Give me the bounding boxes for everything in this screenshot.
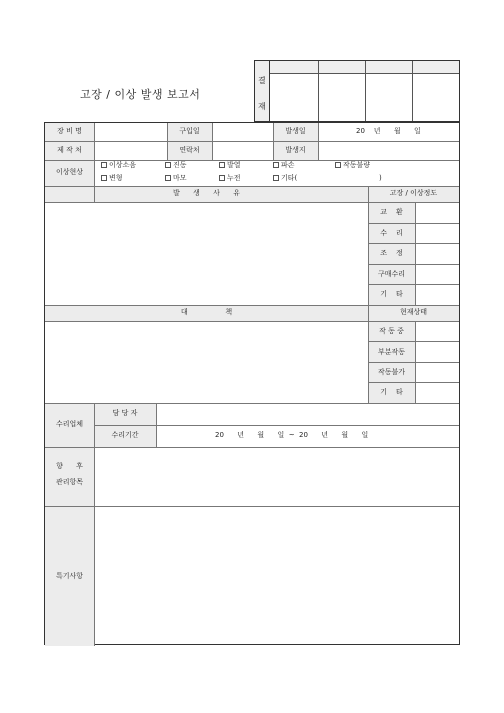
checkbox-box[interactable]: [165, 162, 171, 168]
degree-adjust: 조 정: [380, 249, 403, 257]
occurrence-place-field[interactable]: [319, 142, 459, 160]
label-contact: 연락처: [179, 146, 200, 154]
equipment-name-field[interactable]: [95, 123, 166, 141]
checkbox-leakage[interactable]: 누전: [219, 175, 241, 182]
status-other-cell[interactable]: [416, 383, 459, 403]
checkbox-damage[interactable]: 파손: [273, 162, 295, 169]
contact-field[interactable]: [213, 142, 272, 160]
checkbox-box[interactable]: [335, 162, 341, 168]
status-other: 기 타: [380, 388, 403, 396]
checkbox-deformation[interactable]: 변형: [101, 175, 123, 182]
remarks-field[interactable]: [95, 507, 459, 644]
label-person-in-charge: 담 당 자: [112, 409, 138, 417]
approval-box: [254, 60, 460, 122]
repair-period-field[interactable]: 20 년 월 일 ~ 20 년 월 일: [215, 431, 369, 439]
checkbox-box[interactable]: [101, 175, 107, 181]
checkbox-other[interactable]: 기타(: [273, 175, 297, 182]
checkbox-box[interactable]: [101, 162, 107, 168]
checkbox-box[interactable]: [273, 162, 279, 168]
degree-replace-cell[interactable]: [416, 203, 459, 223]
purchase-date-field[interactable]: [213, 123, 272, 141]
status-header: 현재상태: [399, 308, 428, 316]
report-form: [44, 122, 460, 645]
label-future-line2: 관리항목: [55, 478, 84, 486]
measures-header: 대 책: [180, 308, 233, 316]
manufacturer-field[interactable]: [95, 142, 166, 160]
checkbox-box[interactable]: [219, 175, 225, 181]
checkbox-box[interactable]: [165, 175, 171, 181]
label-manufacturer: 제 작 처: [57, 146, 82, 154]
degree-purchase-repair-cell[interactable]: [416, 265, 459, 284]
status-partial: 부분작동: [377, 348, 406, 356]
checkbox-heat[interactable]: 발열: [219, 162, 241, 169]
label-repair-vendor: 수리업체: [55, 420, 84, 428]
label-abnormal-phenomenon: 이상현상: [55, 168, 84, 176]
occurrence-date-field[interactable]: 20 년 월 일: [356, 127, 421, 135]
label-repair-period: 수리기간: [111, 431, 139, 439]
degree-purchase-repair: 구매수리: [377, 270, 406, 278]
status-operating: 작 동 중: [379, 327, 404, 335]
approval-signature-2[interactable]: [319, 74, 364, 120]
approval-label-top: 결: [258, 76, 266, 85]
label-future-line1: 향 후: [56, 462, 83, 470]
measures-text-area[interactable]: [46, 322, 367, 402]
label-remarks: 특기사항: [55, 572, 84, 580]
label-occurrence-date: 발생일: [285, 127, 306, 135]
checkbox-noise[interactable]: 이상소음: [101, 162, 136, 169]
page-title: 고장 / 이상 발생 보고서: [80, 88, 201, 101]
checkbox-wear[interactable]: 마모: [165, 175, 187, 182]
status-operating-cell[interactable]: [416, 322, 459, 341]
checkbox-box[interactable]: [219, 162, 225, 168]
checkbox-vibration[interactable]: 진동: [165, 162, 187, 169]
approval-label-bottom: 재: [258, 102, 266, 111]
checkbox-malfunction[interactable]: 작동불량: [335, 162, 370, 169]
cause-text-area[interactable]: [46, 203, 367, 304]
degree-other: 기 타: [380, 290, 403, 298]
approval-signature-3[interactable]: [366, 74, 411, 120]
future-management-field[interactable]: [95, 448, 459, 506]
degree-header: 고장 / 이상정도: [389, 189, 438, 197]
label-purchase-date: 구입일: [179, 127, 200, 135]
status-partial-cell[interactable]: [416, 342, 459, 362]
degree-repair-cell[interactable]: [416, 224, 459, 243]
degree-adjust-cell[interactable]: [416, 244, 459, 264]
approval-label-cell: [255, 61, 270, 121]
approval-signature-4[interactable]: [413, 74, 458, 120]
label-equipment-name: 장 비 명: [57, 127, 82, 135]
other-close-paren: ): [379, 174, 382, 182]
checkbox-box[interactable]: [273, 175, 279, 181]
degree-replace: 교 환: [380, 208, 403, 216]
label-occurrence-place: 발생지: [285, 146, 306, 154]
approval-signature-1[interactable]: [271, 74, 317, 120]
status-inoperable-cell[interactable]: [416, 363, 459, 382]
degree-other-cell[interactable]: [416, 285, 459, 305]
degree-repair: 수 리: [380, 229, 403, 237]
status-inoperable: 작동불가: [377, 368, 406, 376]
cause-header: 발 생 사 유: [172, 189, 241, 197]
person-in-charge-field[interactable]: [157, 404, 459, 425]
